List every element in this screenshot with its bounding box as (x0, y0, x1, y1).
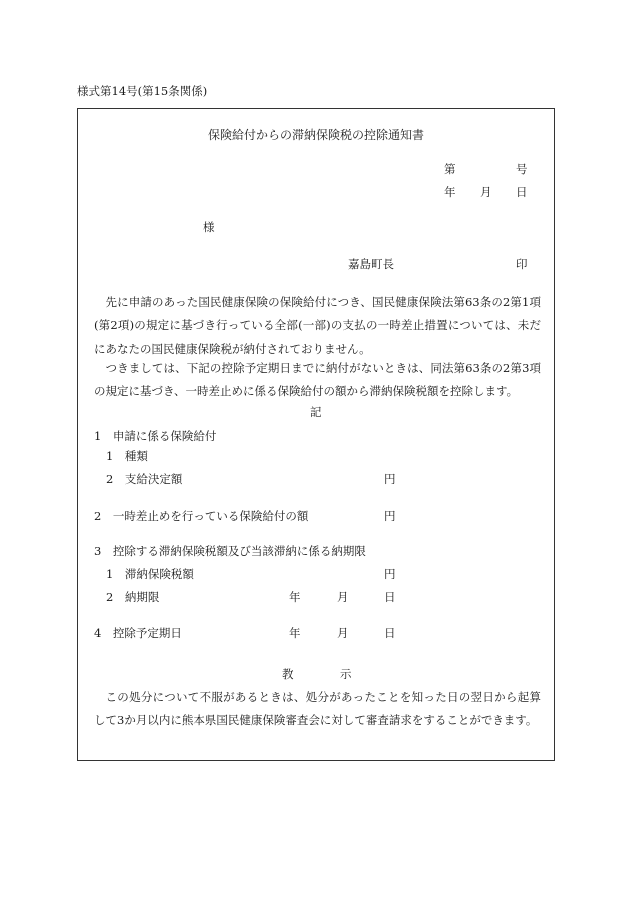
item3-deadline-year: 年 (289, 590, 301, 604)
item3-heading: 3 控除する滞納保険税額及び当該滞納に係る納期限 (94, 544, 366, 558)
notice-heading-2: 示 (340, 667, 352, 681)
item1-amount-unit: 円 (384, 472, 396, 486)
date-year: 年 (444, 185, 456, 199)
addressee-suffix: 様 (203, 220, 215, 234)
item4-heading: 4 控除予定期日 (94, 626, 182, 640)
document-title: 保険給付からの滞納保険税の控除通知書 (208, 128, 425, 142)
item2-unit: 円 (384, 509, 396, 523)
item1-heading: 1 申請に係る保険給付 (94, 429, 217, 443)
body-paragraph-1: 先に申請のあった国民健康保険の保険給付につき、国民健康保険法第63条の2第1項(第2項)の規定に基づき行っている全部(一部)の支払の一時差止措置については、未だにあなたの国民健康保険税が納付されておりません。 (94, 295, 541, 356)
item1-amount-label: 2 支給決定額 (106, 472, 183, 486)
doc-number-suffix: 号 (516, 162, 528, 176)
notice-text: この処分について不服があるときは、処分があったことを知った日の翌日から起算して3か月以内に熊本県国民健康保険審査会に対して審査請求をすることができます。 (94, 690, 541, 728)
item4-year: 年 (289, 626, 301, 640)
date-day: 日 (516, 185, 528, 199)
item2-heading: 2 一時差止めを行っている保険給付の額 (94, 509, 309, 523)
item4-month: 月 (337, 626, 349, 640)
body-paragraph-2: つきましては、下記の控除予定期日までに納付がないときは、同法第63条の2第3項の規定に基づき、一時差止めに係る保険給付の額から滞納保険税額を控除します。 (94, 361, 541, 399)
item3-deadline-month: 月 (337, 590, 349, 604)
doc-number-prefix: 第 (444, 162, 456, 176)
ki-label: 記 (310, 405, 322, 419)
item3-tax-amount-label: 1 滞納保険税額 (106, 567, 194, 581)
item3-tax-amount-unit: 円 (384, 567, 396, 581)
item1-kind-label: 1 種類 (106, 449, 148, 463)
form-label: 様式第14号(第15条関係) (77, 84, 208, 98)
date-month: 月 (480, 185, 492, 199)
sender-name: 嘉島町長 (348, 257, 394, 271)
item3-deadline-label: 2 納期限 (106, 590, 160, 604)
notice-heading-1: 教 (282, 667, 294, 681)
item4-day: 日 (384, 626, 396, 640)
item3-deadline-day: 日 (384, 590, 396, 604)
seal-mark: 印 (516, 257, 528, 271)
